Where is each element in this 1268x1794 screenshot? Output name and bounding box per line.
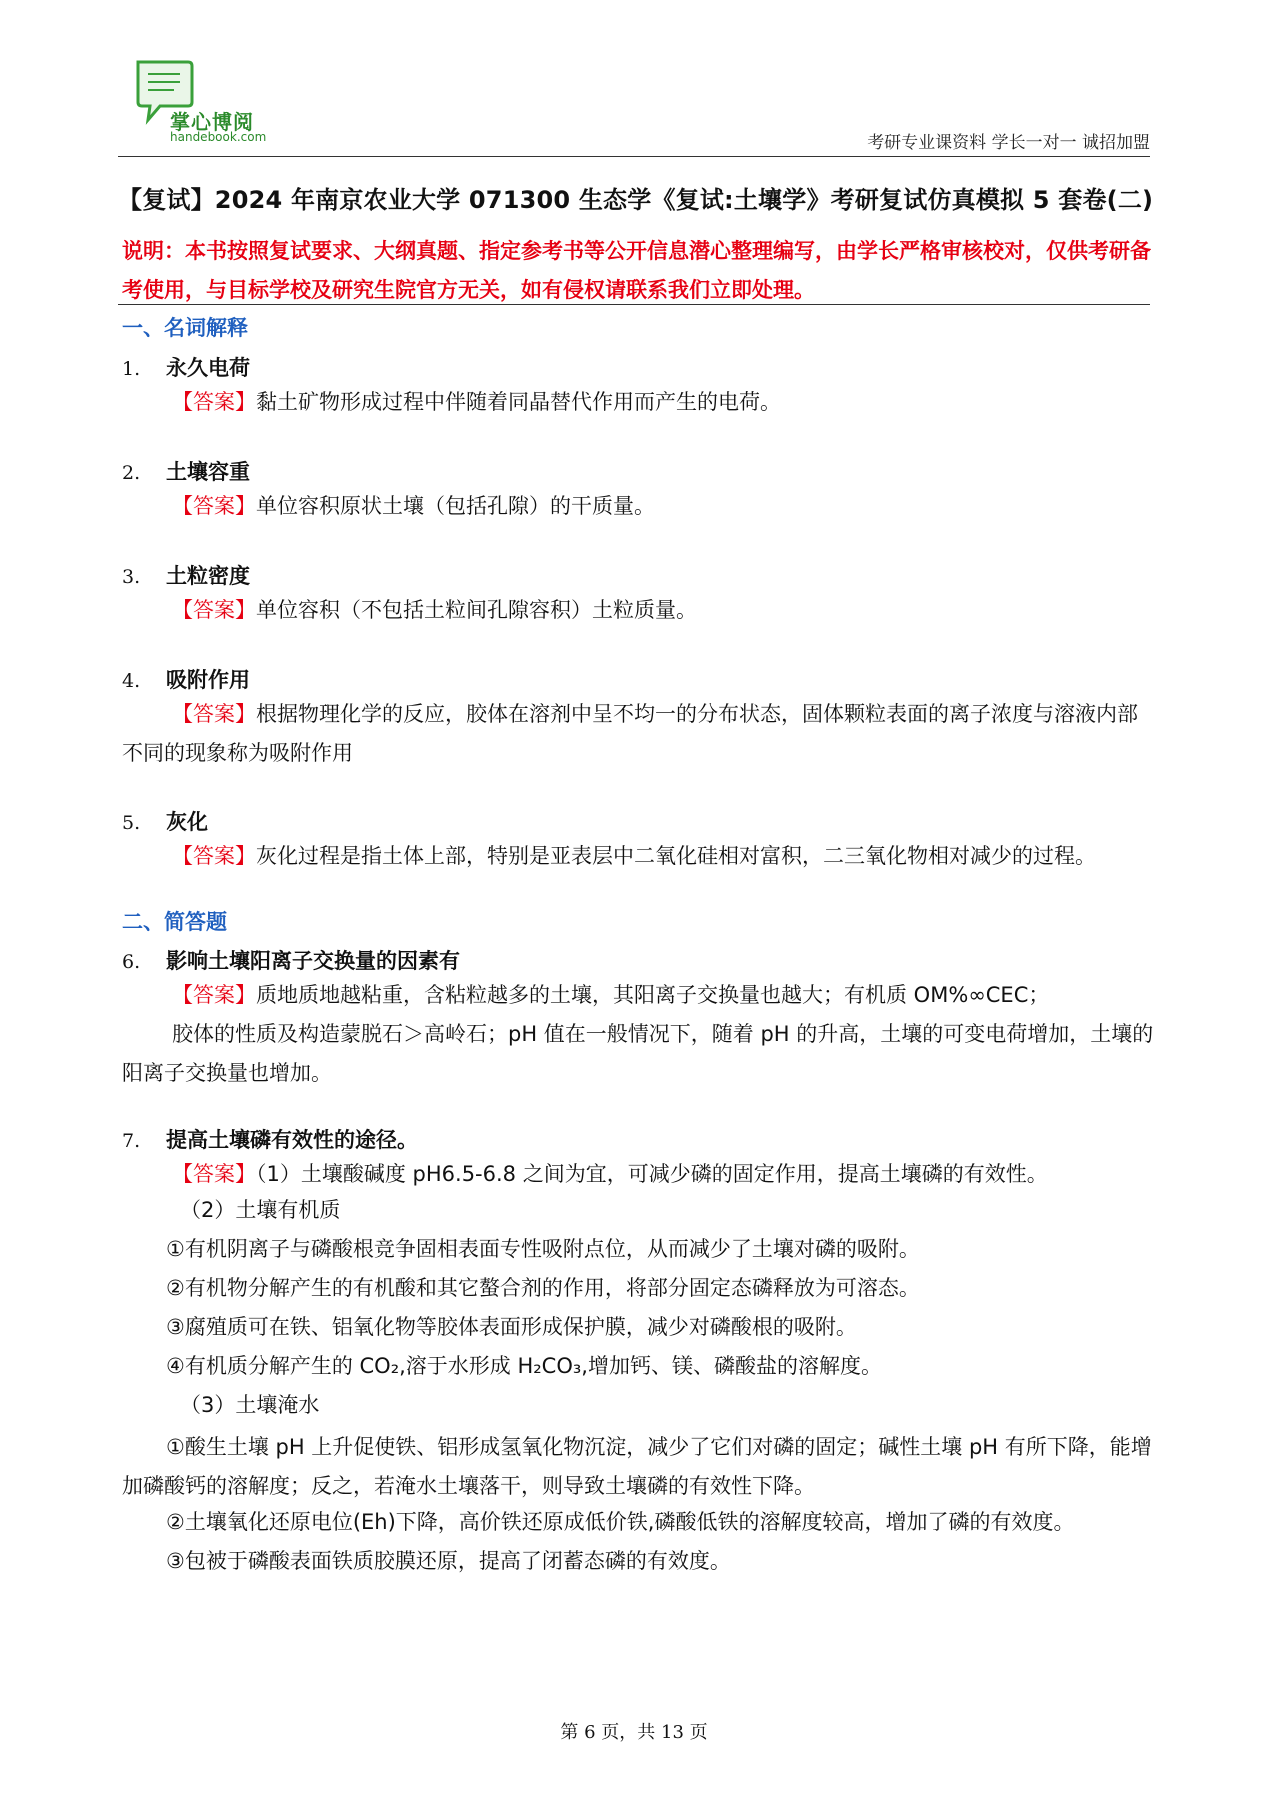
question-title: 永久电荷 (166, 356, 250, 380)
answer-tag: 【答案】 (172, 983, 256, 1007)
answer-text: ①酸生土壤 pH 上升促使铁、铝形成氢氧化物沉淀，减少了它们对磷的固定；碱性土壤 pH 有所下降，能增加磷酸钙的溶解度；反之，若淹水土壤落干，则导致土壤磷的有效性下降。 (122, 1435, 1152, 1498)
answer-3 (122, 591, 1158, 630)
answer-tag: 【答案】 (172, 390, 256, 414)
question-2 (122, 456, 250, 486)
section-heading-terms: 一、名词解释 (122, 316, 248, 340)
header-divider (118, 156, 1150, 157)
question-number: 6. (122, 951, 141, 973)
answer-7-line: ②土壤氧化还原电位(Eh)下降，高价铁还原成低价铁,磷酸低铁的溶解度较高，增加了磷的有效度。 (166, 1510, 1075, 1534)
answer-text: （1）土壤酸碱度 pH6.5-6.8 之间为宜，可减少磷的固定作用，提高土壤磷的有效性。 (256, 1162, 1048, 1186)
question-6 (122, 945, 460, 975)
answer-7-line: ①有机阴离子与磷酸根竞争固相表面专性吸附点位，从而减少了土壤对磷的吸附。 (166, 1237, 920, 1261)
question-number: 2. (122, 462, 141, 484)
question-title: 土粒密度 (166, 564, 250, 588)
question-title: 灰化 (166, 810, 208, 834)
answer-tag: 【答案】 (172, 702, 256, 726)
logo-brand-name: 掌心博阅 (170, 110, 254, 134)
header-tagline: 考研专业课资料 学长一对一 诚招加盟 (867, 133, 1150, 153)
answer-2 (122, 487, 1158, 526)
answer-text: 根据物理化学的反应，胶体在溶剂中呈不均一的分布状态，固体颗粒表面的离子浓度与溶液内部不同的现象称为吸附作用 (122, 702, 1138, 765)
logo-domain: handebook.com (170, 130, 267, 144)
question-number: 5. (122, 812, 141, 834)
answer-7-line: ②有机物分解产生的有机酸和其它螯合剂的作用，将部分固定态磷释放为可溶态。 (166, 1276, 920, 1300)
answer-7-line: （2）土壤有机质 (180, 1198, 341, 1222)
section-heading-short-answer: 二、简答题 (122, 910, 227, 934)
question-title: 吸附作用 (166, 668, 250, 692)
answer-1 (122, 383, 1158, 422)
answer-7-line: （3）土壤淹水 (180, 1393, 320, 1417)
question-number: 1. (122, 358, 141, 380)
answer-5 (122, 837, 1158, 876)
answer-tag: 【答案】 (172, 1162, 256, 1186)
answer-text: 胶体的性质及构造蒙脱石＞高岭石；pH 值在一般情况下，随着 pH 的升高，土壤的可变电荷增加，土壤的阳离子交换量也增加。 (122, 1022, 1154, 1085)
answer-7-line: ③包被于磷酸表面铁质胶膜还原，提高了闭蓄态磷的有效度。 (166, 1549, 731, 1573)
answer-text: 质地质地越粘重，含粘粒越多的土壤，其阳离子交换量也越大；有机质 OM%∞CEC； (256, 983, 1050, 1007)
question-number: 7. (122, 1130, 141, 1152)
answer-7-line: ③腐殖质可在铁、铝氧化物等胶体表面形成保护膜，减少对磷酸根的吸附。 (166, 1315, 857, 1339)
answer-7-paragraph (122, 1428, 1158, 1506)
disclaimer-notice: 说明：本书按照复试要求、大纲真题、指定参考书等公开信息潜心整理编写，由学长严格审核校对，仅供考研备考使用，与目标学校及研究生院官方无关，如有侵权请联系我们立即处理。 (122, 239, 1151, 302)
question-3 (122, 560, 250, 590)
answer-6 (122, 976, 1158, 1015)
question-title: 影响土壤阳离子交换量的因素有 (166, 949, 460, 973)
answer-text: 单位容积原状土壤（包括孔隙）的干质量。 (256, 494, 655, 518)
answer-tag: 【答案】 (172, 844, 256, 868)
answer-4 (122, 695, 1158, 773)
answer-7-line: ④有机质分解产生的 CO₂,溶于水形成 H₂CO₃,增加钙、镁、磷酸盐的溶解度。 (166, 1354, 882, 1378)
question-number: 3. (122, 566, 141, 588)
question-5 (122, 806, 208, 836)
question-title: 土壤容重 (166, 460, 250, 484)
answer-6-continued (122, 1015, 1158, 1093)
page-footer: 第 6 页，共 13 页 (560, 1722, 708, 1743)
answer-text: 灰化过程是指土体上部，特别是亚表层中二氧化硅相对富积，二三氧化物相对减少的过程。 (256, 844, 1096, 868)
question-7 (122, 1124, 418, 1154)
question-1 (122, 352, 250, 382)
answer-text: 黏土矿物形成过程中伴随着同晶替代作用而产生的电荷。 (256, 390, 781, 414)
question-4 (122, 664, 250, 694)
answer-tag: 【答案】 (172, 494, 256, 518)
question-title: 提高土壤磷有效性的途径。 (166, 1128, 418, 1152)
question-number: 4. (122, 670, 141, 692)
document-title: 【复试】2024 年南京农业大学 071300 生态学《复试:土壤学》考研复试仿真模拟 5 套卷(二) (118, 186, 1154, 214)
answer-7 (122, 1155, 1158, 1194)
answer-tag: 【答案】 (172, 598, 256, 622)
title-divider (118, 304, 1150, 305)
answer-text: 单位容积（不包括土粒间孔隙容积）土粒质量。 (256, 598, 697, 622)
